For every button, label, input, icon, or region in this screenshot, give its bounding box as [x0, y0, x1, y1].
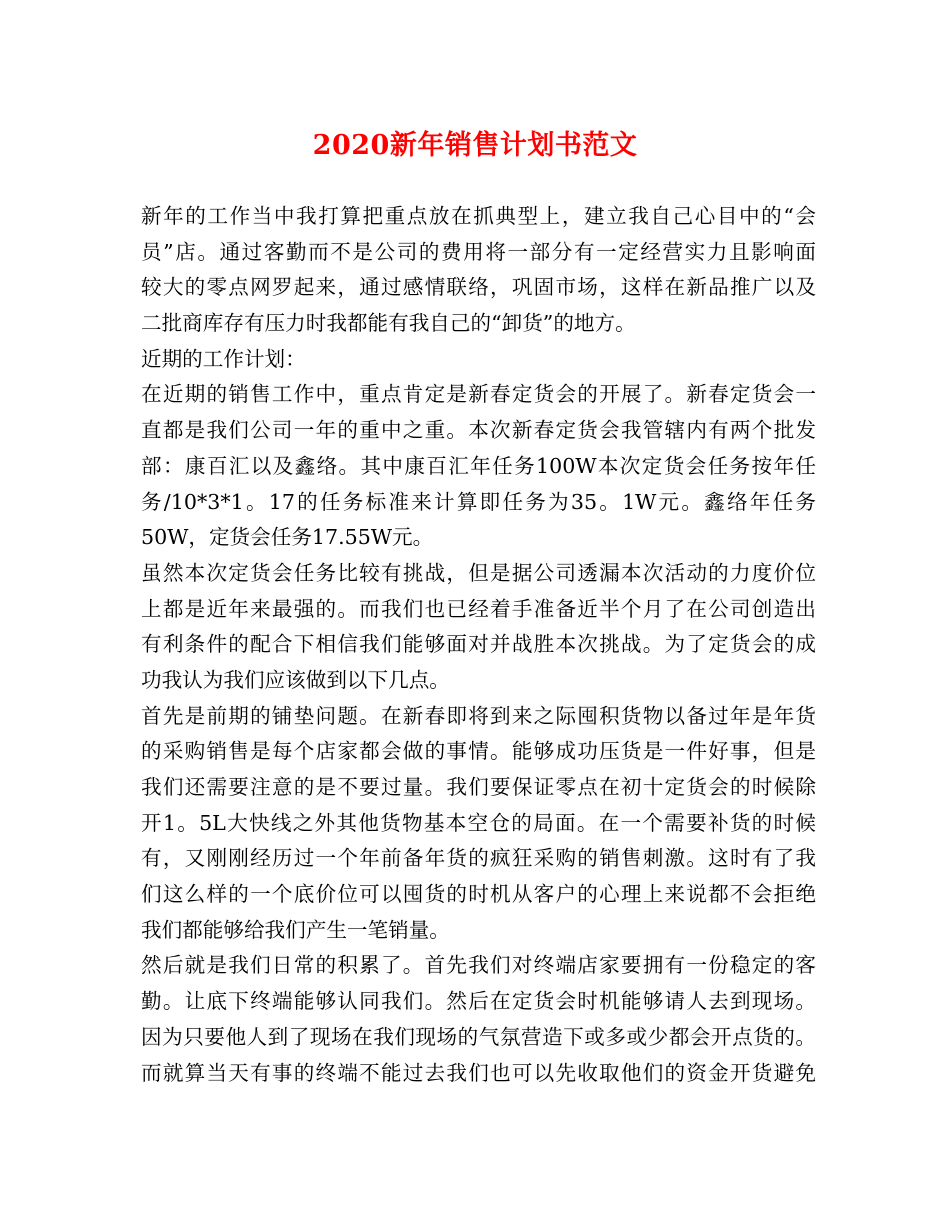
body-line: 们这么样的一个底价位可以囤货的时机从客户的心理上来说都不会拒绝 — [141, 882, 816, 907]
body-line: 虽然本次定货会任务比较有挑战，但是据公司透漏本次活动的力度价位 — [141, 560, 816, 585]
body-line: 勤。让底下终端能够认同我们。然后在定货会时机能够请人去到现场。 — [141, 989, 816, 1014]
body-line: 上都是近年来最强的。而我们也已经着手准备近半个月了在公司创造出 — [141, 596, 816, 621]
body-line: 我们都能够给我们产生一笔销量。 — [141, 917, 450, 942]
body-line: 新年的工作当中我打算把重点放在抓典型上，建立我自己心目中的“会 — [141, 204, 816, 228]
body-line: 而就算当天有事的终端不能过去我们也可以先收取他们的资金开货避免 — [141, 1060, 816, 1085]
body-line: 部：康百汇以及鑫络。其中康百汇年任务100W本次定货会任务按年任 — [141, 453, 816, 478]
body-line: 首先是前期的铺垫问题。在新春即将到来之际囤积货物以备过年是年货 — [141, 703, 816, 728]
body-line: 的采购销售是每个店家都会做的事情。能够成功压货是一件好事，但是 — [141, 739, 816, 764]
body-line: 功我认为我们应该做到以下几点。 — [141, 667, 450, 692]
body-line: 有，又刚刚经历过一个年前备年货的疯狂采购的销售刺激。这时有了我 — [141, 846, 816, 871]
document-body — [141, 199, 816, 1091]
body-line: 有利条件的配合下相信我们能够面对并战胜本次挑战。为了定货会的成 — [141, 632, 816, 657]
body-line: 员”店。通过客勤而不是公司的费用将一部分有一定经营实力且影响面 — [141, 239, 816, 264]
body-line: 我们还需要注意的是不要过量。我们要保证零点在初十定货会的时候除 — [141, 775, 816, 799]
section-heading: 近期的工作计划： — [141, 346, 306, 371]
body-line: 二批商库存有压力时我都能有我自己的“卸货”的地方。 — [141, 311, 636, 336]
body-line: 开1。5L大快线之外其他货物基本空仓的局面。在一个需要补货的时候 — [141, 810, 816, 835]
body-line: 然后就是我们日常的积累了。首先我们对终端店家要拥有一份稳定的客 — [141, 953, 816, 978]
body-line: 直都是我们公司一年的重中之重。本次新春定货会我管辖内有两个批发 — [141, 418, 816, 443]
body-line: 较大的零点网罗起来，通过感情联络，巩固市场，这样在新品推广以及 — [141, 275, 816, 300]
body-line: 务/10*3*1。17的任务标准来计算即任务为35。1W元。鑫络年任务 — [141, 489, 816, 514]
body-line: 在近期的销售工作中，重点肯定是新春定货会的开展了。新春定货会一 — [141, 382, 816, 407]
body-line: 因为只要他人到了现场在我们现场的气氛营造下或多或少都会开点货的。 — [141, 1024, 816, 1049]
document-title: 2020新年销售计划书范文 — [312, 130, 638, 161]
body-line: 50W，定货会任务17.55W元。 — [141, 525, 434, 550]
